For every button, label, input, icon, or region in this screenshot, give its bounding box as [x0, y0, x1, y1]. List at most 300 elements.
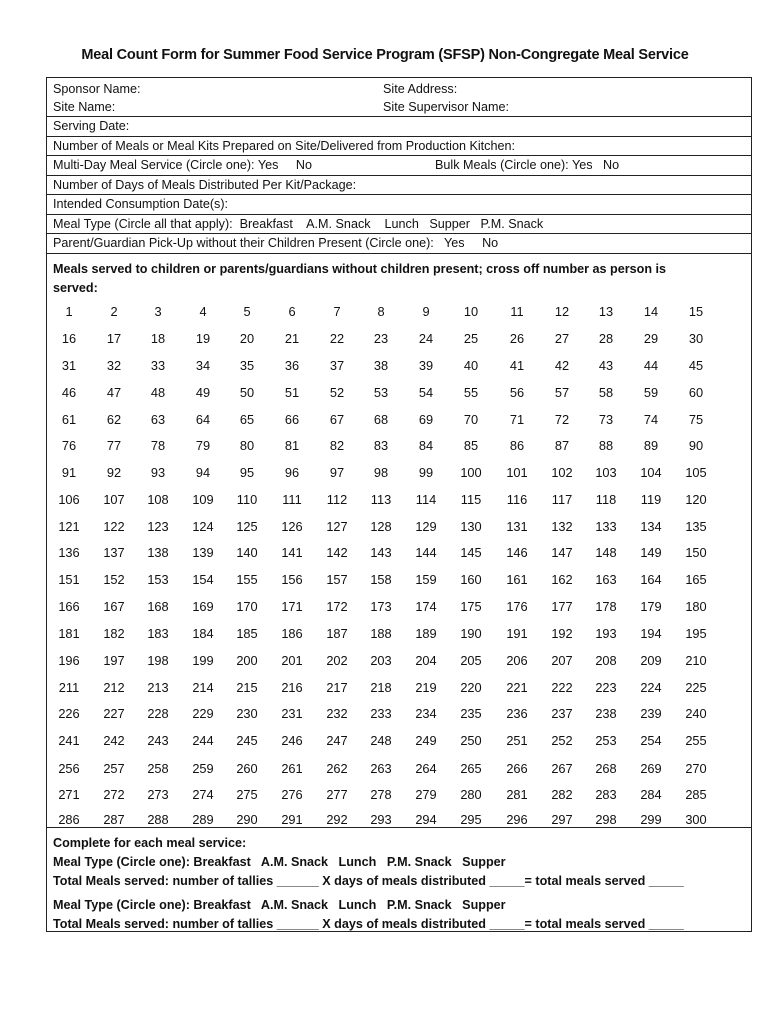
count-number-95[interactable]: 95	[239, 465, 255, 480]
count-number-91[interactable]: 91	[61, 465, 77, 480]
count-number-14[interactable]: 14	[643, 304, 659, 319]
count-number-30[interactable]: 30	[688, 331, 704, 346]
count-number-183[interactable]: 183	[147, 626, 169, 641]
count-number-89[interactable]: 89	[643, 438, 659, 453]
count-number-264[interactable]: 264	[415, 761, 437, 776]
count-number-21[interactable]: 21	[284, 331, 300, 346]
count-number-171[interactable]: 171	[281, 599, 303, 614]
count-number-266[interactable]: 266	[506, 761, 528, 776]
count-number-165[interactable]: 165	[685, 572, 707, 587]
count-number-256[interactable]: 256	[58, 761, 80, 776]
count-number-288[interactable]: 288	[147, 812, 169, 827]
count-number-22[interactable]: 22	[329, 331, 345, 346]
count-number-132[interactable]: 132	[551, 519, 573, 534]
count-number-118[interactable]: 118	[595, 492, 617, 507]
count-number-94[interactable]: 94	[195, 465, 211, 480]
count-number-284[interactable]: 284	[640, 787, 662, 802]
count-number-157[interactable]: 157	[326, 572, 348, 587]
count-number-187[interactable]: 187	[326, 626, 348, 641]
count-number-226[interactable]: 226	[58, 706, 80, 721]
count-number-262[interactable]: 262	[326, 761, 348, 776]
count-number-210[interactable]: 210	[685, 653, 707, 668]
count-number-71[interactable]: 71	[509, 412, 525, 427]
count-number-16[interactable]: 16	[61, 331, 77, 346]
count-number-92[interactable]: 92	[106, 465, 122, 480]
count-number-54[interactable]: 54	[418, 385, 434, 400]
count-number-182[interactable]: 182	[103, 626, 125, 641]
count-number-75[interactable]: 75	[688, 412, 704, 427]
count-number-110[interactable]: 110	[236, 492, 258, 507]
count-number-85[interactable]: 85	[463, 438, 479, 453]
count-number-156[interactable]: 156	[281, 572, 303, 587]
count-number-93[interactable]: 93	[150, 465, 166, 480]
count-number-181[interactable]: 181	[58, 626, 80, 641]
count-number-138[interactable]: 138	[147, 545, 169, 560]
count-number-87[interactable]: 87	[554, 438, 570, 453]
count-number-228[interactable]: 228	[147, 706, 169, 721]
count-number-35[interactable]: 35	[239, 358, 255, 373]
count-number-215[interactable]: 215	[236, 680, 258, 695]
count-number-25[interactable]: 25	[463, 331, 479, 346]
count-number-229[interactable]: 229	[192, 706, 214, 721]
count-number-207[interactable]: 207	[551, 653, 573, 668]
count-number-281[interactable]: 281	[506, 787, 528, 802]
count-number-130[interactable]: 130	[460, 519, 482, 534]
count-number-8[interactable]: 8	[377, 304, 385, 319]
count-number-238[interactable]: 238	[595, 706, 617, 721]
count-number-31[interactable]: 31	[61, 358, 77, 373]
count-number-134[interactable]: 134	[640, 519, 662, 534]
count-number-190[interactable]: 190	[460, 626, 482, 641]
count-number-126[interactable]: 126	[281, 519, 303, 534]
count-number-45[interactable]: 45	[688, 358, 704, 373]
count-number-180[interactable]: 180	[685, 599, 707, 614]
count-number-140[interactable]: 140	[236, 545, 258, 560]
count-number-289[interactable]: 289	[192, 812, 214, 827]
count-number-184[interactable]: 184	[192, 626, 214, 641]
count-number-223[interactable]: 223	[595, 680, 617, 695]
count-number-167[interactable]: 167	[103, 599, 125, 614]
count-number-15[interactable]: 15	[688, 304, 704, 319]
count-number-242[interactable]: 242	[103, 733, 125, 748]
count-number-239[interactable]: 239	[640, 706, 662, 721]
count-number-122[interactable]: 122	[103, 519, 125, 534]
count-number-143[interactable]: 143	[370, 545, 392, 560]
count-number-43[interactable]: 43	[598, 358, 614, 373]
count-number-103[interactable]: 103	[595, 465, 617, 480]
count-number-152[interactable]: 152	[103, 572, 125, 587]
count-number-206[interactable]: 206	[506, 653, 528, 668]
count-number-82[interactable]: 82	[329, 438, 345, 453]
count-number-160[interactable]: 160	[460, 572, 482, 587]
count-number-253[interactable]: 253	[595, 733, 617, 748]
count-number-12[interactable]: 12	[554, 304, 570, 319]
count-number-251[interactable]: 251	[506, 733, 528, 748]
count-number-19[interactable]: 19	[195, 331, 211, 346]
count-number-56[interactable]: 56	[509, 385, 525, 400]
count-number-108[interactable]: 108	[147, 492, 169, 507]
count-number-18[interactable]: 18	[150, 331, 166, 346]
count-number-119[interactable]: 119	[640, 492, 662, 507]
count-number-57[interactable]: 57	[554, 385, 570, 400]
count-number-243[interactable]: 243	[147, 733, 169, 748]
count-number-217[interactable]: 217	[326, 680, 348, 695]
count-number-198[interactable]: 198	[147, 653, 169, 668]
count-number-170[interactable]: 170	[236, 599, 258, 614]
count-number-37[interactable]: 37	[329, 358, 345, 373]
count-number-191[interactable]: 191	[506, 626, 528, 641]
count-number-106[interactable]: 106	[58, 492, 80, 507]
count-number-292[interactable]: 292	[326, 812, 348, 827]
count-number-142[interactable]: 142	[326, 545, 348, 560]
count-number-51[interactable]: 51	[284, 385, 300, 400]
count-number-150[interactable]: 150	[685, 545, 707, 560]
count-number-237[interactable]: 237	[551, 706, 573, 721]
count-number-96[interactable]: 96	[284, 465, 300, 480]
count-number-26[interactable]: 26	[509, 331, 525, 346]
count-number-222[interactable]: 222	[551, 680, 573, 695]
count-number-78[interactable]: 78	[150, 438, 166, 453]
count-number-276[interactable]: 276	[281, 787, 303, 802]
count-number-117[interactable]: 117	[551, 492, 573, 507]
count-number-246[interactable]: 246	[281, 733, 303, 748]
count-number-61[interactable]: 61	[61, 412, 77, 427]
count-number-197[interactable]: 197	[103, 653, 125, 668]
count-number-123[interactable]: 123	[147, 519, 169, 534]
count-number-163[interactable]: 163	[595, 572, 617, 587]
count-number-107[interactable]: 107	[103, 492, 125, 507]
count-number-260[interactable]: 260	[236, 761, 258, 776]
count-number-6[interactable]: 6	[288, 304, 296, 319]
count-number-135[interactable]: 135	[685, 519, 707, 534]
count-number-175[interactable]: 175	[460, 599, 482, 614]
count-number-83[interactable]: 83	[373, 438, 389, 453]
count-number-53[interactable]: 53	[373, 385, 389, 400]
count-number-257[interactable]: 257	[103, 761, 125, 776]
count-number-225[interactable]: 225	[685, 680, 707, 695]
count-number-58[interactable]: 58	[598, 385, 614, 400]
count-number-283[interactable]: 283	[595, 787, 617, 802]
count-number-65[interactable]: 65	[239, 412, 255, 427]
count-number-247[interactable]: 247	[326, 733, 348, 748]
count-number-265[interactable]: 265	[460, 761, 482, 776]
count-number-64[interactable]: 64	[195, 412, 211, 427]
count-number-270[interactable]: 270	[685, 761, 707, 776]
count-number-3[interactable]: 3	[154, 304, 162, 319]
count-number-137[interactable]: 137	[103, 545, 125, 560]
count-number-127[interactable]: 127	[326, 519, 348, 534]
count-number-62[interactable]: 62	[106, 412, 122, 427]
count-number-279[interactable]: 279	[415, 787, 437, 802]
count-number-277[interactable]: 277	[326, 787, 348, 802]
count-number-74[interactable]: 74	[643, 412, 659, 427]
count-number-69[interactable]: 69	[418, 412, 434, 427]
count-number-205[interactable]: 205	[460, 653, 482, 668]
count-number-63[interactable]: 63	[150, 412, 166, 427]
count-number-131[interactable]: 131	[506, 519, 528, 534]
count-number-155[interactable]: 155	[236, 572, 258, 587]
count-number-296[interactable]: 296	[506, 812, 528, 827]
count-number-161[interactable]: 161	[506, 572, 528, 587]
count-number-209[interactable]: 209	[640, 653, 662, 668]
count-number-300[interactable]: 300	[685, 812, 707, 827]
count-number-193[interactable]: 193	[595, 626, 617, 641]
count-number-34[interactable]: 34	[195, 358, 211, 373]
count-number-189[interactable]: 189	[415, 626, 437, 641]
count-number-67[interactable]: 67	[329, 412, 345, 427]
count-number-273[interactable]: 273	[147, 787, 169, 802]
count-number-290[interactable]: 290	[236, 812, 258, 827]
count-number-149[interactable]: 149	[640, 545, 662, 560]
count-number-129[interactable]: 129	[415, 519, 437, 534]
count-number-121[interactable]: 121	[58, 519, 80, 534]
count-number-173[interactable]: 173	[370, 599, 392, 614]
count-number-177[interactable]: 177	[551, 599, 573, 614]
count-number-2[interactable]: 2	[110, 304, 118, 319]
count-number-211[interactable]: 211	[58, 680, 80, 695]
count-number-298[interactable]: 298	[595, 812, 617, 827]
count-number-234[interactable]: 234	[415, 706, 437, 721]
count-number-28[interactable]: 28	[598, 331, 614, 346]
count-number-220[interactable]: 220	[460, 680, 482, 695]
count-number-280[interactable]: 280	[460, 787, 482, 802]
count-number-164[interactable]: 164	[640, 572, 662, 587]
count-number-88[interactable]: 88	[598, 438, 614, 453]
count-number-146[interactable]: 146	[506, 545, 528, 560]
count-number-169[interactable]: 169	[192, 599, 214, 614]
count-number-48[interactable]: 48	[150, 385, 166, 400]
count-number-299[interactable]: 299	[640, 812, 662, 827]
count-number-268[interactable]: 268	[595, 761, 617, 776]
count-number-133[interactable]: 133	[595, 519, 617, 534]
count-number-219[interactable]: 219	[415, 680, 437, 695]
count-number-99[interactable]: 99	[418, 465, 434, 480]
count-number-68[interactable]: 68	[373, 412, 389, 427]
count-number-172[interactable]: 172	[326, 599, 348, 614]
count-number-32[interactable]: 32	[106, 358, 122, 373]
count-number-153[interactable]: 153	[147, 572, 169, 587]
count-number-112[interactable]: 112	[326, 492, 348, 507]
count-number-148[interactable]: 148	[595, 545, 617, 560]
count-number-120[interactable]: 120	[685, 492, 707, 507]
count-number-259[interactable]: 259	[192, 761, 214, 776]
count-number-188[interactable]: 188	[370, 626, 392, 641]
count-number-297[interactable]: 297	[551, 812, 573, 827]
count-number-275[interactable]: 275	[236, 787, 258, 802]
count-number-1[interactable]: 1	[65, 304, 73, 319]
count-number-42[interactable]: 42	[554, 358, 570, 373]
count-number-136[interactable]: 136	[58, 545, 80, 560]
count-number-7[interactable]: 7	[333, 304, 341, 319]
count-number-76[interactable]: 76	[61, 438, 77, 453]
count-number-47[interactable]: 47	[106, 385, 122, 400]
count-number-214[interactable]: 214	[192, 680, 214, 695]
count-number-168[interactable]: 168	[147, 599, 169, 614]
count-number-261[interactable]: 261	[281, 761, 303, 776]
count-number-159[interactable]: 159	[415, 572, 437, 587]
count-number-203[interactable]: 203	[370, 653, 392, 668]
count-number-33[interactable]: 33	[150, 358, 166, 373]
count-number-116[interactable]: 116	[506, 492, 528, 507]
count-number-208[interactable]: 208	[595, 653, 617, 668]
count-number-36[interactable]: 36	[284, 358, 300, 373]
count-number-104[interactable]: 104	[640, 465, 662, 480]
count-number-84[interactable]: 84	[418, 438, 434, 453]
count-number-111[interactable]: 111	[282, 492, 302, 507]
count-number-269[interactable]: 269	[640, 761, 662, 776]
count-number-40[interactable]: 40	[463, 358, 479, 373]
count-number-128[interactable]: 128	[370, 519, 392, 534]
count-number-41[interactable]: 41	[509, 358, 525, 373]
count-number-176[interactable]: 176	[506, 599, 528, 614]
count-number-216[interactable]: 216	[281, 680, 303, 695]
count-number-50[interactable]: 50	[239, 385, 255, 400]
count-number-141[interactable]: 141	[281, 545, 303, 560]
count-number-254[interactable]: 254	[640, 733, 662, 748]
count-number-178[interactable]: 178	[595, 599, 617, 614]
count-number-248[interactable]: 248	[370, 733, 392, 748]
count-number-109[interactable]: 109	[192, 492, 214, 507]
count-number-195[interactable]: 195	[685, 626, 707, 641]
count-number-125[interactable]: 125	[236, 519, 258, 534]
count-number-39[interactable]: 39	[418, 358, 434, 373]
count-number-212[interactable]: 212	[103, 680, 125, 695]
count-number-97[interactable]: 97	[329, 465, 345, 480]
count-number-20[interactable]: 20	[239, 331, 255, 346]
count-number-66[interactable]: 66	[284, 412, 300, 427]
count-number-144[interactable]: 144	[415, 545, 437, 560]
count-number-179[interactable]: 179	[640, 599, 662, 614]
count-number-295[interactable]: 295	[460, 812, 482, 827]
count-number-147[interactable]: 147	[551, 545, 573, 560]
count-number-267[interactable]: 267	[551, 761, 573, 776]
count-number-233[interactable]: 233	[370, 706, 392, 721]
count-number-115[interactable]: 115	[460, 492, 482, 507]
count-number-258[interactable]: 258	[147, 761, 169, 776]
count-number-236[interactable]: 236	[506, 706, 528, 721]
count-number-255[interactable]: 255	[685, 733, 707, 748]
count-number-80[interactable]: 80	[239, 438, 255, 453]
count-number-202[interactable]: 202	[326, 653, 348, 668]
count-number-204[interactable]: 204	[415, 653, 437, 668]
count-number-114[interactable]: 114	[415, 492, 437, 507]
count-number-199[interactable]: 199	[192, 653, 214, 668]
count-number-291[interactable]: 291	[281, 812, 303, 827]
count-number-73[interactable]: 73	[598, 412, 614, 427]
count-number-272[interactable]: 272	[103, 787, 125, 802]
count-number-27[interactable]: 27	[554, 331, 570, 346]
count-number-139[interactable]: 139	[192, 545, 214, 560]
count-number-154[interactable]: 154	[192, 572, 214, 587]
count-number-72[interactable]: 72	[554, 412, 570, 427]
count-number-241[interactable]: 241	[58, 733, 80, 748]
count-number-221[interactable]: 221	[506, 680, 528, 695]
count-number-158[interactable]: 158	[370, 572, 392, 587]
count-number-102[interactable]: 102	[551, 465, 573, 480]
count-number-240[interactable]: 240	[685, 706, 707, 721]
count-number-59[interactable]: 59	[643, 385, 659, 400]
count-number-287[interactable]: 287	[103, 812, 125, 827]
count-number-282[interactable]: 282	[551, 787, 573, 802]
count-number-81[interactable]: 81	[284, 438, 300, 453]
count-number-9[interactable]: 9	[422, 304, 430, 319]
count-number-285[interactable]: 285	[685, 787, 707, 802]
count-number-249[interactable]: 249	[415, 733, 437, 748]
count-number-227[interactable]: 227	[103, 706, 125, 721]
count-number-232[interactable]: 232	[326, 706, 348, 721]
count-number-245[interactable]: 245	[236, 733, 258, 748]
count-number-162[interactable]: 162	[551, 572, 573, 587]
count-number-196[interactable]: 196	[58, 653, 80, 668]
count-number-29[interactable]: 29	[643, 331, 659, 346]
count-number-271[interactable]: 271	[58, 787, 80, 802]
count-number-200[interactable]: 200	[236, 653, 258, 668]
count-number-174[interactable]: 174	[415, 599, 437, 614]
count-number-124[interactable]: 124	[192, 519, 214, 534]
count-number-166[interactable]: 166	[58, 599, 80, 614]
count-number-231[interactable]: 231	[281, 706, 303, 721]
count-number-11[interactable]: 11	[510, 304, 524, 319]
count-number-86[interactable]: 86	[509, 438, 525, 453]
count-number-77[interactable]: 77	[106, 438, 122, 453]
count-number-55[interactable]: 55	[463, 385, 479, 400]
count-number-24[interactable]: 24	[418, 331, 434, 346]
count-number-38[interactable]: 38	[373, 358, 389, 373]
count-number-49[interactable]: 49	[195, 385, 211, 400]
count-number-113[interactable]: 113	[370, 492, 392, 507]
count-number-98[interactable]: 98	[373, 465, 389, 480]
count-number-235[interactable]: 235	[460, 706, 482, 721]
count-number-224[interactable]: 224	[640, 680, 662, 695]
count-number-252[interactable]: 252	[551, 733, 573, 748]
count-number-213[interactable]: 213	[147, 680, 169, 695]
count-number-263[interactable]: 263	[370, 761, 392, 776]
count-number-145[interactable]: 145	[460, 545, 482, 560]
count-number-100[interactable]: 100	[460, 465, 482, 480]
count-number-293[interactable]: 293	[370, 812, 392, 827]
count-number-294[interactable]: 294	[415, 812, 437, 827]
count-number-70[interactable]: 70	[463, 412, 479, 427]
count-number-4[interactable]: 4	[199, 304, 207, 319]
count-number-5[interactable]: 5	[243, 304, 251, 319]
count-number-23[interactable]: 23	[373, 331, 389, 346]
count-number-44[interactable]: 44	[643, 358, 659, 373]
count-number-274[interactable]: 274	[192, 787, 214, 802]
count-number-13[interactable]: 13	[598, 304, 614, 319]
count-number-201[interactable]: 201	[281, 653, 303, 668]
count-number-90[interactable]: 90	[688, 438, 704, 453]
count-number-101[interactable]: 101	[506, 465, 528, 480]
count-number-194[interactable]: 194	[640, 626, 662, 641]
count-number-79[interactable]: 79	[195, 438, 211, 453]
count-number-286[interactable]: 286	[58, 812, 80, 827]
count-number-244[interactable]: 244	[192, 733, 214, 748]
count-number-192[interactable]: 192	[551, 626, 573, 641]
count-number-250[interactable]: 250	[460, 733, 482, 748]
count-number-46[interactable]: 46	[61, 385, 77, 400]
count-number-230[interactable]: 230	[236, 706, 258, 721]
count-number-185[interactable]: 185	[236, 626, 258, 641]
count-number-17[interactable]: 17	[106, 331, 122, 346]
count-number-186[interactable]: 186	[281, 626, 303, 641]
count-number-218[interactable]: 218	[370, 680, 392, 695]
count-number-52[interactable]: 52	[329, 385, 345, 400]
count-number-105[interactable]: 105	[685, 465, 707, 480]
count-number-151[interactable]: 151	[58, 572, 80, 587]
count-number-10[interactable]: 10	[463, 304, 479, 319]
count-number-60[interactable]: 60	[688, 385, 704, 400]
count-number-278[interactable]: 278	[370, 787, 392, 802]
